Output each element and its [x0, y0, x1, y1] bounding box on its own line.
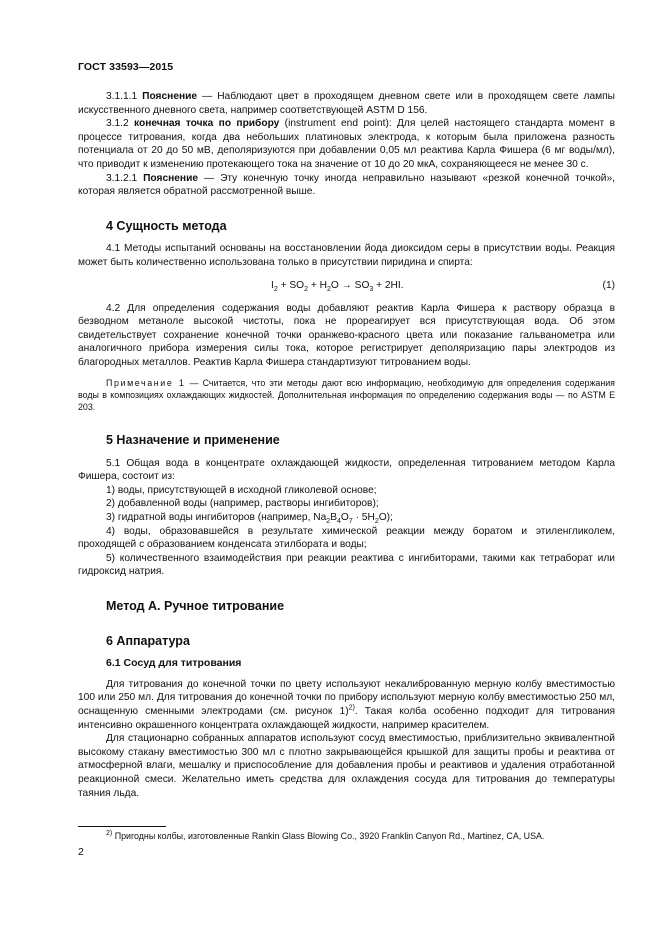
clause-3-1-1-1: [78, 90, 615, 117]
section-6-heading: 6 Аппаратура: [106, 633, 190, 648]
standard-header: ГОСТ 33593—2015: [78, 61, 174, 73]
note-text: — Считается, что эти методы дают всю информацию, необходимую для определения содержания воды в композициях охлаждающих жидкостей. Дополнительная информация по определению содержания воды — по ASTM E 203.: [78, 377, 615, 412]
equation-1: [78, 279, 615, 293]
subsection-6-1-heading: 6.1 Сосуд для титрования: [106, 657, 242, 670]
list-item: 3) гидратной воды ингибиторов (например, $Na_2B_4O_7 \cdot 5H_2O$);: [106, 512, 393, 526]
clause-number: 3.1.1.1: [106, 91, 138, 102]
footnote-ref: 2): [348, 704, 355, 712]
list-item: 5) количественного взаимодействия при реакции реактива с ингибиторами, такими как тетраборат или гидроксид натрия.: [78, 552, 615, 578]
page-number: 2: [78, 846, 84, 858]
clause-term: конечная точка по прибору: [134, 118, 280, 130]
clause-6-1-para-1: Для титрования до конечной точки по цвету используют некалиброванную мерную колбу вместимостью 100 или 250 мл. Для титрования до конечной точки по прибору используют мерную колбу вместимостью 250 мл, оснащенную сменными электродами (см. рисунок 1)$^{2)}$. Такая колба особенно подходит для титрования интенсивно окрашенного концентрата охлаждающей жидкости, например красителем.: [78, 678, 616, 731]
note-1: [78, 377, 615, 414]
footnote-divider: [78, 826, 166, 827]
footnote: [106, 830, 616, 842]
clause-text: — Наблюдают цвет в проходящем дневном свете или в проходящем свете лампы искусственного дневного света, например соответствующей ASTM D 156.: [78, 91, 615, 116]
clause-text: — Эту конечную точку иногда неправильно называют «резкой конечной точкой», которая является обратной рассмотренной выше.: [78, 172, 615, 198]
page-content: [78, 90, 615, 800]
list-item: 4) воды, образовавшейся в результате химической реакции между боратом и этиленгликолем, проходящей с образованием конденсата этилбората и воды;: [78, 525, 615, 551]
clause-text: (instrument end point): Для целей настоящего стандарта момент в процессе титрования, когда два небольших платиновых электрода, к которым была приложена разность потенциала от 20 до 50 мВ, деполяризуются при добавлении 0,05 мл реактива Карла Фишера (6 мг воды/мл), что приводит к изменению протекающего тока на значение от 10 до 20 мкА, сохраняющееся не менее 30 с.: [78, 118, 615, 170]
equation-body: $I_2 + SO_2 + H_2O \to SO_3 + 2HI$.: [271, 279, 404, 293]
section-4-heading: 4 Сущность метода: [106, 218, 227, 233]
clause-label: Пояснение: [143, 172, 199, 184]
clause-3-1-2-1: [78, 172, 615, 199]
clause-4-1: 4.1 Методы испытаний основаны на восстановлении йода диоксидом серы в присутствии воды. Реакция может быть количественно использована только в присутствии пиридина и спирта:: [78, 243, 615, 268]
clause-4-2: 4.2 Для определения содержания воды добавляют реактив Карла Фишера к раствору образца в безводном метаноле высокой чистоты, пока не прореагирует вся присутствующая вода. Об этом свидетельствует сохранение конечной точки оранжево-красного цвета или показание гальванометра или аналогичного прибора измерения силы тока, которое регистрирует деполяризацию пары электродов из благородных металлов. Реактив Карла Фишера стандартизуют титрованием воды.: [78, 302, 615, 368]
clause-6-1-para-2: Для стационарно собранных аппаратов используют сосуд вместимостью, приблизительно эквивалентной высокому стакану вместимостью 300 мл с плотно закрывающейся крышкой для защиты пробы и реактива от атмосферной влаги, мешалку и приспособление для добавления пробы и реактивов и удаления отработанной реакционной смеси. Желательно иметь средства для охлаждения сосуда для титрования до температуры таяния льда.: [78, 733, 615, 799]
method-a-heading: Метод А. Ручное титрование: [106, 599, 285, 614]
clause-number: 3.1.2: [106, 118, 129, 130]
footnote-text: Пригодны колбы, изготовленные Rankin Glass Blowing Co., 3920 Franklin Canyon Rd., Martinez, CA, USA.: [112, 831, 545, 841]
list-item: 2) добавленной воды (например, растворы ингибиторов);: [106, 498, 379, 510]
list-item: 1) воды, присутствующей в исходной гликолевой основе;: [106, 484, 377, 496]
clause-label: Пояснение: [142, 91, 198, 102]
footnote-mark: 2): [106, 830, 113, 838]
section-5-heading: 5 Назначение и применение: [106, 433, 280, 448]
clause-5-1: 5.1 Общая вода в концентрате охлаждающей жидкости, определенная титрованием методом Карла Фишера, состоит из:: [78, 457, 615, 483]
note-label: Примечание 1: [106, 377, 186, 388]
equation-number: (1): [602, 279, 615, 291]
clause-number: 3.1.2.1: [106, 172, 138, 184]
clause-3-1-2: [78, 117, 615, 171]
